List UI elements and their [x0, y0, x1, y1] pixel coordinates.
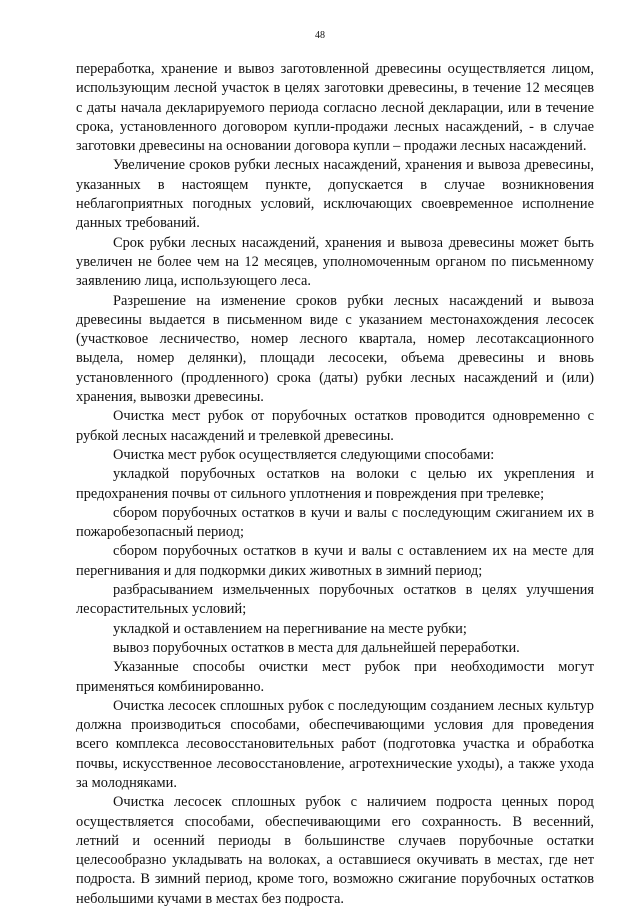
- list-item: сбором порубочных остатков в кучи и валы с последующим сжиганием их в пожаробезопасный период;: [76, 504, 594, 541]
- list-item: укладкой и оставлением на перегнивание на месте рубки;: [113, 620, 467, 637]
- page-number: 48: [315, 30, 325, 41]
- list-item: разбрасыванием измельченных порубочных остатков в целях улучшения лесорастительных условий;: [76, 582, 594, 618]
- document-body: [76, 60, 594, 909]
- list-item: сбором порубочных остатков в кучи и валы с оставлением их на месте для перегнивания и для подкормки диких животных в зимний период;: [76, 543, 594, 579]
- paragraph: Увеличение сроков рубки лесных насаждений, хранения и вывоза древесины, указанных в настоящем пункте, допускается в случае возникновения неблагоприятных погодных условий, исключающих своевременное исполнение данных требований.: [76, 157, 594, 232]
- paragraph: Очистка лесосек сплошных рубок с наличием подроста ценных пород осуществляется способами, обеспечивающими его сохранность. В весенний, летний и осенний периоды в большинстве случаев порубочные остатки целесообразно укладывать на волоках, а оставшиеся окучивать в местах, где нет подроста. В зимний период, кроме того, возможно сжигание порубочных остатков небольшими кучами в местах без подроста.: [76, 794, 594, 907]
- list-item: вывоз порубочных остатков в места для дальнейшей переработки.: [113, 639, 520, 656]
- paragraph: Срок рубки лесных насаждений, хранения и вывоза древесины может быть увеличен не более чем на 12 месяцев, уполномоченным органом по письменному заявлению лица, использующего леса.: [76, 234, 594, 290]
- paragraph: Разрешение на изменение сроков рубки лесных насаждений и вывоза древесины выдается в письменном виде с указанием местонахождения лесосек (участковое лесничество, номер лесного квартала, номер лесотаксационного выдела, номер делянки), площади лесосеки, объема древесины и вновь установленного (продленного) срока (даты) рубки лесных насаждений и (или) хранения, вывозки древесины.: [76, 292, 594, 406]
- list-item: укладкой порубочных остатков на волоки с целью их укрепления и предохранения почвы от сильного уплотнения и повреждения при трелевке;: [76, 466, 594, 502]
- paragraph-continuation: переработка, хранение и вывоз заготовленной древесины осуществляется лицом, использующим лесной участок в целях заготовки древесины, в течение 12 месяцев с даты начала декларируемого периода согласно лесной декларации, или в течение срока, установленного договором купли-продажи лесных насаждений, - в случае заготовки древесины на основании договора купли – продажи лесных насаждений.: [76, 61, 594, 155]
- paragraph: Очистка лесосек сплошных рубок с последующим созданием лесных культур должна производиться способами, обеспечивающими условия для проведения всего комплекса лесовосстановительных работ (подготовка участка и обработка почвы, искусственное лесовосстановление, агротехнические уходы), а также ухода за молодняками.: [76, 697, 594, 791]
- paragraph: Указанные способы очистки мест рубок при необходимости могут применяться комбинированно.: [76, 659, 594, 695]
- paragraph: Очистка мест рубок осуществляется следующими способами:: [113, 446, 495, 463]
- paragraph: Очистка мест рубок от порубочных остатков проводится одновременно с рубкой лесных насаждений и трелевкой древесины.: [76, 408, 594, 444]
